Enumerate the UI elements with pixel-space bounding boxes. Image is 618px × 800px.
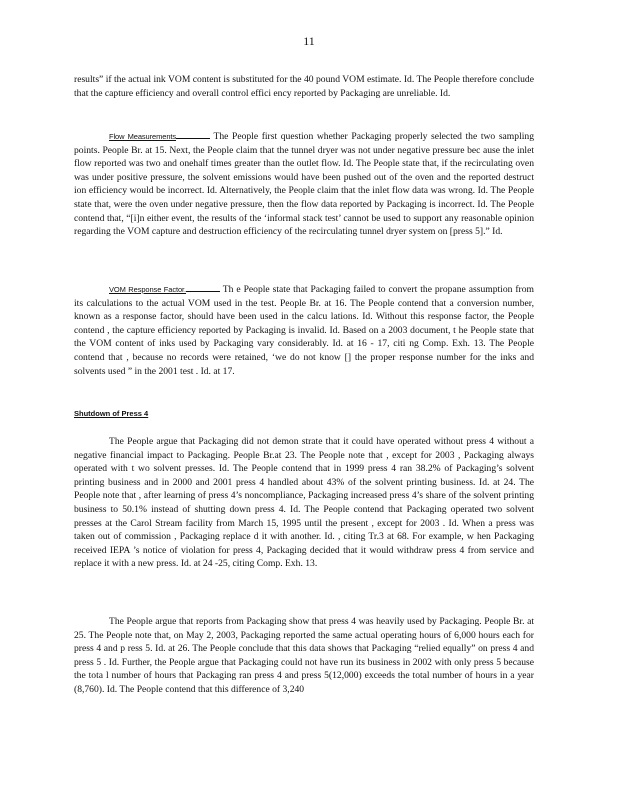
vom-response-factor-heading: VOM Response Factor. xyxy=(109,285,187,294)
paragraph-flow-measurements xyxy=(74,130,534,239)
section-heading-shutdown: Shutdown of Press 4 xyxy=(74,409,149,418)
paragraph-press-usage: The People argue that reports from Packaging show that press 4 was heavily used by Packaging. People Br. at 25. The People note that, on May 2, 2003, Packaging reported the same actual operating hours of 6,000 hours each for press 4 and p ress 5. Id. at 26. The People conclude that this data shows that Packaging “relied equally” on press 4 and press 5 . Id. Further, the People argue that Packaging could not have run its business in 2002 with only press 5 because the tota l number of hours that Packaging ran press 4 and press 5(12,000) exceeds the total number of hours in a year (8,760). Id. The People contend that this difference of 3,240 xyxy=(74,616,534,695)
flow-measurements-heading: Flow Measurements xyxy=(109,132,177,141)
heading-underline xyxy=(176,137,210,139)
vom-response-factor-text: Th e People state that Packaging failed to convert the propane assumption from its calculations to the actual VOM used in the test. People Br. at 16. The People contend that a conversion number, known as a response factor, should have been used in the calcu lations. Id. Without this response factor, the People contend , the capture efficiency reported by Packaging is invalid. Id. Based on a 2003 document, t he People state that the VOM content of inks used by Packaging vary considerably. Id. at 16 - 17, citi ng Comp. Exh. 13. The People contend that , because no records were retained, ‘we do not know [] the proper response number for the inks and solvents used ” in the 2001 test . Id. at 17. xyxy=(74,284,535,377)
paragraph-vom-response-factor xyxy=(74,283,534,378)
paragraph-1: results” if the actual ink VOM content is substituted for the 40 pound VOM estimate. Id. The People therefore conclude that the capture efficiency and overall control effici ency reported by Packaging are unreliable. Id. xyxy=(74,74,534,99)
heading-underline xyxy=(186,290,220,292)
paragraph-shutdown-press-4: The People argue that Packaging did not demon strate that it could have operated without press 4 without a negative financial impact to Packaging. People Br.at 23. The People note that , except for 2003 , Packaging always operated with t wo solvent presses. Id. The People contend that in 1999 press 4 ran 38.2% of Packaging’s solvent printing business and in 2000 and 2001 press 4 handled about 43% of the solvent printing business. Id. at 24. The People note that , after learning of press 4’s noncompliance, Packaging increased press 4’s share of the solvent printing business to 50.1% instead of shutting down press 4. Id. The People contend that Packaging operated two solvent presses at the Carol Stream facility from March 15, 1995 until the present , except for 2003 . Id. When a press was taken out of commission , Packaging replace d it with another. Id. , citing Tr.3 at 68. For example, w hen Packaging received IEPA ’s notice of violation for press 4, Packaging decided that it would withdraw press 4 from service and replace it with a new press. Id. at 24 -25, citing Comp. Exh. 13. xyxy=(74,436,534,570)
page-number: 11 xyxy=(303,34,315,48)
flow-measurements-text: The People first question whether Packaging properly selected the two sampling points. People Br. at 15. Next, the People claim that the tunnel dryer was not under negative pressure bec ause the inlet flow reported was two and onehalf times greater than the outlet flow. Id. The People state that, if the recirculating oven was under positive pressure, the solvent emissions would have been pushed out of the oven and the reported destruct ion efficiency would be incorrect. Id. Alternatively, the People claim that the inlet flow data was wrong. Id. The People state that, were the oven under negative pressure, then the flow data reported by Packaging is incorrect. Id. The People contend that, “[i]n either event, the results of the ‘informal stack test’ cannot be used to support any reasonable opinion regarding the VOM capture and destruction efficiency of the recirculating tunnel dryer system on [press 5].” Id. xyxy=(74,131,534,238)
